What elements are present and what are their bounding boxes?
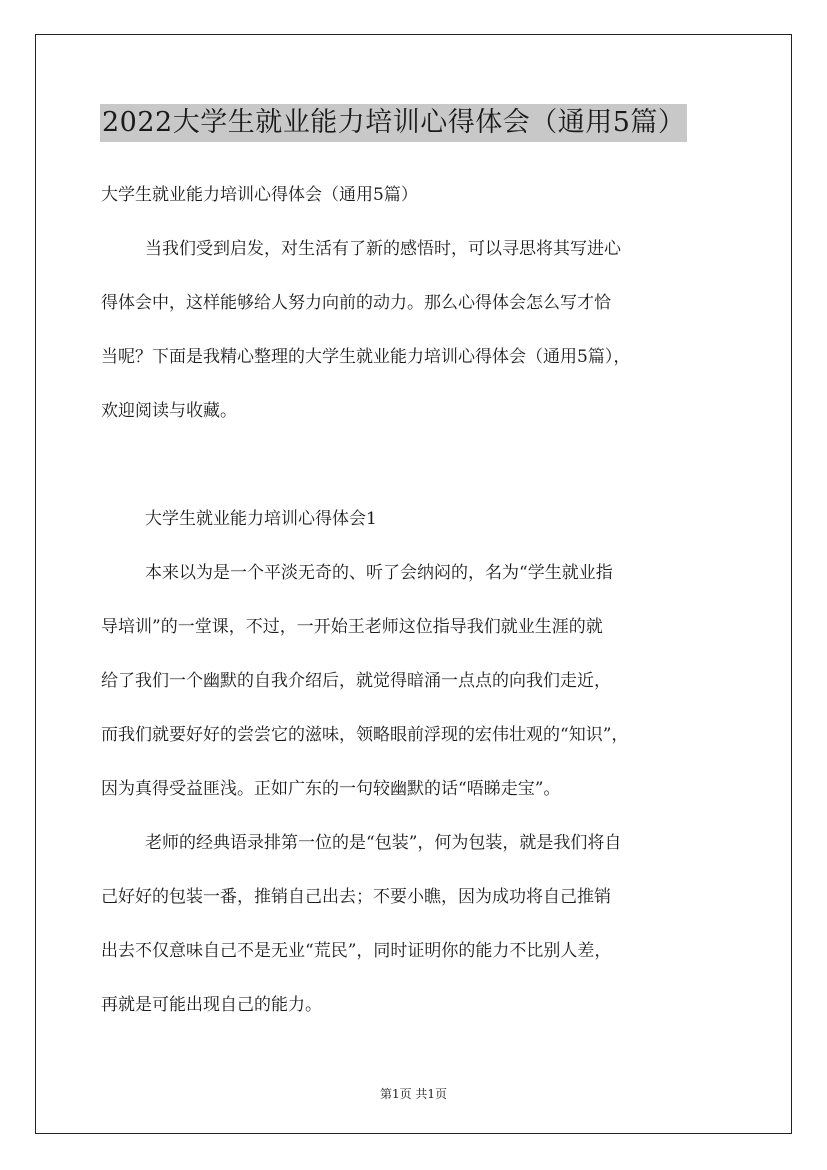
intro-line: 得体会中，这样能够给人努力向前的动力。那么心得体会怎么写才恰 [101,293,611,313]
paragraph-line: 再就是可能出现自己的能力。 [101,995,322,1015]
paragraph-line: 老师的经典语录排第一位的是“包装”，何为包装，就是我们将自 [145,833,622,853]
paragraph-line: 本来以为是一个平淡无奇的、听了会纳闷的，名为“学生就业指 [145,563,613,583]
paragraph-line: 而我们就要好好的尝尝它的滋味，领略眼前浮现的宏伟壮观的“知识”， [101,725,629,745]
paragraph-line: 出去不仅意味自己不是无业“荒民”，同时证明你的能力不比别人差， [101,941,612,961]
document-subtitle: 大学生就业能力培训心得体会（通用5篇） [101,185,418,205]
paragraph-line: 给了我们一个幽默的自我介绍后，就觉得暗涌一点点的向我们走近， [101,671,611,691]
intro-line: 当呢？下面是我精心整理的大学生就业能力培训心得体会（通用5篇）， [101,347,631,367]
section-heading: 大学生就业能力培训心得体会1 [145,509,377,529]
paragraph-line: 因为真得受益匪浅。正如广东的一句较幽默的话“唔睇走宝”。 [101,779,561,799]
intro-line: 欢迎阅读与收藏。 [101,401,237,421]
paragraph-line: 导培训”的一堂课，不过，一开始王老师这位指导我们就业生涯的就 [101,617,603,637]
page-footer: 第1页 共1页 [379,1087,448,1101]
intro-line: 当我们受到启发，对生活有了新的感悟时，可以寻思将其写进心 [145,239,621,259]
paragraph-line: 己好好的包装一番，推销自己出去；不要小瞧，因为成功将自己推销 [101,887,611,907]
document-title: 2022大学生就业能力培训心得体会（通用5篇） [100,104,687,142]
